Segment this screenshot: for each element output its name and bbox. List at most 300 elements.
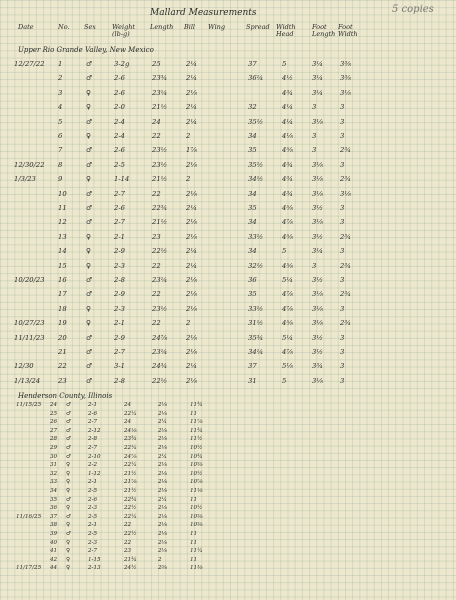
- cell-fw: 3⅜: [340, 74, 351, 83]
- table-row: [0, 348, 456, 362]
- cell-wt: 2-8: [114, 276, 125, 284]
- cell-no: 17: [58, 290, 67, 299]
- cell-len: 22½: [124, 505, 137, 512]
- cell-len: 22½: [152, 376, 168, 385]
- cell-sex: ♀: [66, 548, 71, 555]
- cell-sex: ♂: [66, 531, 72, 537]
- cell-wt: 2-13: [88, 565, 101, 572]
- cell-head: 4¼: [282, 117, 293, 126]
- cell-len: 24½: [124, 565, 137, 572]
- cell-foot: 3½: [312, 232, 323, 241]
- cell-bill: 2⅛: [158, 436, 167, 443]
- cell-bill: 2: [186, 132, 191, 140]
- table-row: [0, 276, 456, 290]
- cell-spread: 31½: [248, 319, 264, 328]
- cell-sex: ♀: [66, 479, 71, 486]
- section-new-mexico: Upper Rio Grande Valley, New Mexico: [18, 46, 154, 54]
- cell-wt: 2-7: [88, 419, 98, 426]
- cell-len: 23¾: [124, 436, 137, 443]
- cell-foot: 3¼: [312, 60, 323, 68]
- cell-len: 24⅛: [124, 427, 137, 434]
- cell-spread: 37: [248, 60, 257, 68]
- cell-bill: 2⅛: [158, 513, 167, 520]
- cell-wing: 11: [190, 556, 198, 563]
- cell-sex: ♂: [66, 436, 72, 443]
- cell-len: 22: [124, 522, 132, 529]
- cell-head: 5: [282, 376, 287, 385]
- table-row: [0, 89, 456, 103]
- cell-wt: 2-3: [88, 505, 98, 512]
- cell-bill: 2¼: [158, 496, 167, 503]
- cell-bill: 2⅛: [158, 445, 167, 451]
- cell-no: 26: [50, 419, 58, 426]
- cell-no: 10: [58, 189, 67, 198]
- cell-head: 5: [282, 60, 287, 68]
- cell-bill: 2⅛: [158, 427, 167, 434]
- cell-fw: 3: [340, 247, 345, 256]
- cell-no: 35: [50, 496, 58, 503]
- cell-head: 4⅛: [282, 132, 293, 140]
- cell-bill: 2⅛: [158, 522, 167, 529]
- cell-sex: ♀: [86, 175, 91, 184]
- cell-spread: 35: [248, 204, 257, 212]
- cell-wing: 10⅝: [190, 513, 203, 520]
- cell-wing: 11⅛: [190, 488, 203, 494]
- cell-wt: 2-4: [114, 117, 125, 126]
- cell-fw: 2¾: [340, 319, 351, 328]
- cell-sex: ♂: [86, 376, 93, 385]
- cell-spread: 35: [248, 290, 257, 299]
- table-row: [0, 175, 456, 189]
- cell-wt: 2-1: [114, 319, 125, 328]
- cell-bill: 2⅛: [186, 333, 197, 342]
- cell-sex: ♀: [66, 470, 71, 477]
- cell-bill: 2⅛: [158, 548, 167, 555]
- cell-len: 22: [152, 132, 161, 140]
- table-row: [0, 161, 456, 175]
- cell-no: 13: [58, 232, 67, 241]
- cell-bill: 2⅛: [158, 479, 167, 486]
- cell-sex: ♂: [86, 160, 93, 169]
- cell-bill: 2⅛: [158, 539, 167, 546]
- header-bill: Bill: [184, 23, 196, 31]
- cell-bill: 2⅛: [158, 462, 167, 469]
- cell-len: 24⅞: [152, 333, 168, 342]
- cell-sex: ♂: [66, 445, 72, 451]
- cell-spread: 35½: [248, 117, 264, 126]
- cell-len: 22: [152, 189, 161, 198]
- cell-len: 24: [152, 117, 161, 126]
- cell-date: 11/11/23: [14, 333, 45, 342]
- cell-len: 23½: [152, 160, 168, 169]
- cell-wing: 11: [190, 539, 198, 546]
- cell-spread: 34: [248, 247, 257, 256]
- cell-len: 23: [152, 232, 161, 241]
- header-spread: Spread: [246, 23, 270, 31]
- header-date: Date: [18, 23, 34, 31]
- cell-sex: ♂: [86, 204, 93, 212]
- cell-no: 18: [58, 304, 67, 313]
- cell-sex: ♀: [86, 88, 91, 97]
- cell-wt: 2-10: [88, 453, 101, 460]
- cell-spread: 34½: [248, 175, 264, 184]
- cell-sex: ♂: [66, 513, 72, 520]
- cell-sex: ♀: [86, 247, 91, 256]
- cell-wt: 2-1: [88, 479, 98, 486]
- cell-wt: 3-1: [114, 362, 125, 371]
- cell-bill: 2⅜: [158, 565, 167, 572]
- cell-wing: 11½: [190, 436, 203, 443]
- cell-bill: 2⅛: [186, 304, 197, 313]
- cell-bill: 2¼: [158, 419, 167, 426]
- cell-bill: 2⅛: [186, 232, 197, 241]
- cell-fw: 3: [340, 304, 345, 313]
- cell-spread: 33½: [248, 304, 264, 313]
- cell-bill: 2¼: [186, 74, 197, 83]
- cell-no: 3: [58, 88, 63, 97]
- cell-len: 21⅞: [124, 479, 137, 486]
- cell-wing: 10⅝: [190, 462, 203, 469]
- cell-fw: 3: [340, 348, 345, 356]
- cell-spread: 34: [248, 189, 257, 198]
- cell-foot: 3½: [312, 333, 323, 342]
- cell-sex: ♀: [66, 462, 71, 469]
- cell-date: 12/30/22: [14, 160, 45, 169]
- cell-spread: 33½: [248, 232, 264, 241]
- cell-bill: 2¼: [186, 117, 197, 126]
- header-no: No.: [58, 23, 70, 31]
- cell-no: 31: [50, 462, 58, 469]
- cell-fw: 2¾: [340, 290, 351, 299]
- header-weight: Weight (lb-g): [112, 23, 136, 38]
- cell-foot: 3⅛: [312, 376, 323, 385]
- cell-len: 21½: [124, 470, 137, 477]
- cell-len: 24¾: [152, 362, 168, 371]
- cell-wing: 11¾: [190, 427, 203, 434]
- cell-no: 8: [58, 160, 63, 169]
- cell-no: 6: [58, 132, 63, 140]
- cell-head: 4⅝: [282, 319, 293, 328]
- cell-fw: 3⅛: [340, 189, 351, 198]
- cell-len: 24: [124, 402, 132, 408]
- cell-spread: 35¾: [248, 333, 264, 342]
- cell-wing: 10⅞: [190, 479, 203, 486]
- cell-foot: 3⅛: [312, 218, 323, 227]
- cell-fw: 3: [340, 333, 345, 342]
- cell-fw: 3: [340, 376, 345, 385]
- cell-fw: 2¾: [340, 175, 351, 184]
- cell-len: 22: [152, 290, 161, 299]
- cell-wt: 2-4: [114, 132, 125, 140]
- cell-no: 27: [50, 427, 58, 434]
- table-row: [0, 146, 456, 160]
- cell-no: 14: [58, 247, 67, 256]
- cell-len: 21¾: [124, 556, 137, 563]
- cell-sex: ♀: [86, 261, 91, 270]
- cell-len: 22¼: [124, 445, 137, 451]
- header-wing: Wing: [208, 23, 225, 31]
- cell-sex: ♂: [86, 60, 93, 68]
- cell-sex: ♀: [86, 232, 91, 241]
- cell-spread: 32: [248, 103, 257, 112]
- cell-wt: 2-1: [114, 232, 125, 241]
- cell-len: 24: [124, 419, 132, 426]
- cell-head: 4¾: [282, 160, 293, 169]
- cell-len: 24⅞: [124, 453, 137, 460]
- cell-len: 22: [152, 319, 161, 328]
- cell-bill: 2⅛: [186, 88, 197, 97]
- cell-head: 4⅞: [282, 218, 293, 227]
- cell-bill: 2¼: [186, 362, 197, 371]
- cell-no: 12: [58, 218, 67, 227]
- cell-len: 22: [152, 261, 161, 270]
- cell-wt: 2-6: [88, 496, 98, 503]
- cell-len: 21½: [152, 175, 168, 184]
- cell-wt: 2-7: [114, 189, 125, 198]
- cell-wt: 2-9: [114, 290, 125, 299]
- cell-wing: 11: [190, 496, 198, 503]
- cell-wt: 2-8: [88, 436, 98, 443]
- cell-no: 20: [58, 333, 67, 342]
- cell-spread: 34: [248, 132, 257, 140]
- cell-date: 12/30: [14, 362, 34, 371]
- cell-no: 23: [58, 376, 67, 385]
- table-row: [0, 132, 456, 146]
- cell-foot: 3: [312, 132, 317, 140]
- cell-head: 4½: [282, 74, 293, 83]
- cell-wing: 11⅜: [190, 565, 203, 572]
- cell-fw: 3: [340, 276, 345, 284]
- cell-no: 42: [50, 556, 58, 563]
- cell-sex: ♂: [86, 117, 93, 126]
- cell-len: 22¾: [152, 204, 168, 212]
- cell-date: 1/13/24: [14, 376, 41, 385]
- header-length: Length: [150, 23, 174, 31]
- cell-wt: 2-3: [88, 539, 98, 546]
- table-row: [0, 377, 456, 391]
- cell-bill: 2⅛: [186, 290, 197, 299]
- table-row: [0, 233, 456, 247]
- cell-foot: 3½: [312, 348, 323, 356]
- cell-no: 33: [50, 479, 58, 486]
- cell-wt: 1-14: [114, 175, 130, 184]
- table-row: [0, 60, 456, 74]
- cell-wt: 2-6: [114, 146, 125, 155]
- cell-foot: 3⅛: [312, 319, 323, 328]
- cell-sex: ♂: [66, 419, 72, 426]
- table-row: [0, 362, 456, 376]
- cell-wing: 10½: [190, 445, 203, 451]
- cell-fw: 3: [340, 103, 345, 112]
- table-row: [0, 305, 456, 319]
- cell-wt: 2-7: [88, 548, 98, 555]
- cell-len: 23¼: [152, 276, 168, 284]
- table-row: [0, 247, 456, 261]
- cell-len: 22¼: [124, 462, 137, 469]
- cell-no: 11: [58, 204, 67, 212]
- cell-sex: ♀: [66, 539, 71, 546]
- table-row: [0, 334, 456, 348]
- page-title: Mallard Measurements: [150, 8, 257, 18]
- cell-no: 37: [50, 513, 58, 520]
- cell-fw: 2¾: [340, 146, 351, 155]
- cell-wt: 2-5: [88, 513, 98, 520]
- cell-no: 22: [58, 362, 67, 371]
- cell-wt: 2-5: [88, 531, 98, 537]
- cell-foot: 3⅛: [312, 175, 323, 184]
- cell-bill: 2⅛: [186, 276, 197, 284]
- cell-len: 22½: [124, 531, 137, 537]
- cell-date: 10/27/23: [14, 319, 45, 328]
- cell-head: 5¼: [282, 333, 293, 342]
- cell-bill: 2¼: [186, 247, 197, 256]
- cell-wt: 1-12: [88, 470, 101, 477]
- table-row: [0, 565, 456, 574]
- header-foot-length: Foot Length: [312, 23, 336, 38]
- table-row: [0, 262, 456, 276]
- cell-spread: 36¼: [248, 74, 264, 83]
- cell-head: 4⅞: [282, 348, 293, 356]
- cell-sex: ♂: [86, 290, 93, 299]
- cell-sex: ♂: [66, 402, 72, 408]
- cell-foot: 3: [312, 261, 317, 270]
- cell-len: 22¼: [124, 513, 137, 520]
- cell-len: 22¼: [124, 410, 137, 417]
- cell-spread: 35: [248, 146, 257, 155]
- cell-bill: 2¼: [186, 204, 197, 212]
- cell-len: 23¾: [152, 74, 168, 83]
- cell-foot: 3¾: [312, 362, 323, 371]
- cell-bill: 2⅛: [186, 160, 197, 169]
- cell-len: 22¾: [124, 496, 137, 503]
- cell-wt: 2-2: [88, 462, 98, 469]
- cell-sex: ♂: [86, 276, 93, 284]
- cell-len: 25: [152, 60, 161, 68]
- cell-date: 1/3/23: [14, 175, 36, 184]
- cell-foot: 3¼: [312, 74, 323, 83]
- cell-bill: 2: [158, 556, 162, 563]
- cell-wing: 10⅝: [190, 522, 203, 529]
- cell-no: 21: [58, 348, 67, 356]
- cell-wt: 2-6: [114, 204, 125, 212]
- cell-head: 5¼: [282, 276, 293, 284]
- cell-bill: 2⅛: [186, 189, 197, 198]
- cell-spread: 32½: [248, 261, 264, 270]
- cell-wt: 2-5: [88, 488, 98, 494]
- cell-head: 4¼: [282, 103, 293, 112]
- cell-fw: 3: [340, 362, 345, 371]
- cell-date: 11/16/25: [16, 513, 42, 520]
- cell-wing: 11⅞: [190, 419, 203, 426]
- cell-sex: ♀: [66, 556, 71, 563]
- cell-no: 28: [50, 436, 58, 443]
- cell-fw: 2¾: [340, 232, 351, 241]
- cell-wt: 2-12: [88, 427, 101, 434]
- cell-spread: 36: [248, 276, 257, 284]
- cell-date: 11/17/25: [16, 565, 42, 572]
- cell-sex: ♂: [86, 146, 93, 155]
- cell-sex: ♂: [86, 189, 93, 198]
- cell-head: 4¾: [282, 189, 293, 198]
- cell-fw: 2¾: [340, 261, 351, 270]
- table-row: [0, 74, 456, 88]
- cell-no: 2: [58, 74, 63, 83]
- cell-wt: 2-9: [114, 247, 125, 256]
- cell-no: 7: [58, 146, 63, 155]
- cell-wt: 2-3: [114, 304, 125, 313]
- header-foot-width: Foot Width: [338, 23, 358, 38]
- cell-head: 4¾: [282, 88, 293, 97]
- header-width-head: Width Head: [276, 23, 296, 38]
- cell-head: 4⅝: [282, 232, 293, 241]
- cell-wing: 10½: [190, 505, 203, 512]
- cell-wing: 10½: [190, 470, 203, 477]
- cell-bill: 2: [186, 319, 191, 328]
- cell-head: 4⅝: [282, 146, 293, 155]
- cell-bill: 2¼: [186, 261, 197, 270]
- cell-fw: 3⅛: [340, 88, 351, 97]
- cell-head: 4⅝: [282, 204, 293, 212]
- cell-no: 5: [58, 117, 63, 126]
- cell-len: 21½: [152, 103, 168, 112]
- cell-foot: 3: [312, 103, 317, 112]
- cell-sex: ♀: [86, 319, 91, 328]
- cell-foot: 3½: [312, 204, 323, 212]
- cell-fw: 3: [340, 117, 345, 126]
- cell-no: 24: [50, 402, 58, 408]
- cell-wt: 2-7: [114, 218, 125, 227]
- cell-bill: 2: [186, 175, 191, 184]
- cell-sex: ♂: [86, 218, 93, 227]
- cell-bill: 2⅛: [186, 348, 197, 356]
- cell-no: 4: [58, 103, 63, 112]
- cell-no: 1: [58, 60, 63, 68]
- cell-len: 23½: [152, 146, 168, 155]
- cell-no: 40: [50, 539, 58, 546]
- table-row: [0, 190, 456, 204]
- cell-len: 22: [124, 539, 132, 546]
- cell-bill: 2⅛: [158, 470, 167, 477]
- cell-wt: 2-1: [88, 402, 98, 408]
- cell-foot: 3⅛: [312, 117, 323, 126]
- cell-no: 19: [58, 319, 67, 328]
- table-row: [0, 290, 456, 304]
- header-sex: Sex: [84, 23, 96, 31]
- cell-spread: 34¼: [248, 348, 264, 356]
- cell-no: 25: [50, 410, 58, 417]
- cell-wt: 3-2g: [114, 60, 130, 68]
- cell-head: 4⅝: [282, 261, 293, 270]
- cell-fw: 3⅜: [340, 60, 351, 68]
- cell-bill: 2¼: [158, 453, 167, 460]
- cell-sex: ♂: [66, 410, 72, 417]
- table-row: [0, 204, 456, 218]
- cell-bill: 2⅛: [158, 402, 167, 408]
- cell-len: 22½: [152, 247, 168, 256]
- cell-no: 30: [50, 453, 58, 460]
- cell-bill: 2⅛: [158, 505, 167, 512]
- cell-wt: 2-0: [114, 103, 125, 112]
- cell-fw: 3: [340, 204, 345, 212]
- cell-foot: 3⅛: [312, 189, 323, 198]
- cell-head: 5: [282, 247, 287, 256]
- cell-date: 11/15/25: [16, 402, 42, 408]
- cell-bill: 2⅛: [186, 218, 197, 227]
- cell-wt: 2-7: [88, 445, 98, 451]
- table-row: [0, 118, 456, 132]
- cell-sex: ♀: [66, 505, 71, 512]
- cell-sex: ♂: [86, 333, 93, 342]
